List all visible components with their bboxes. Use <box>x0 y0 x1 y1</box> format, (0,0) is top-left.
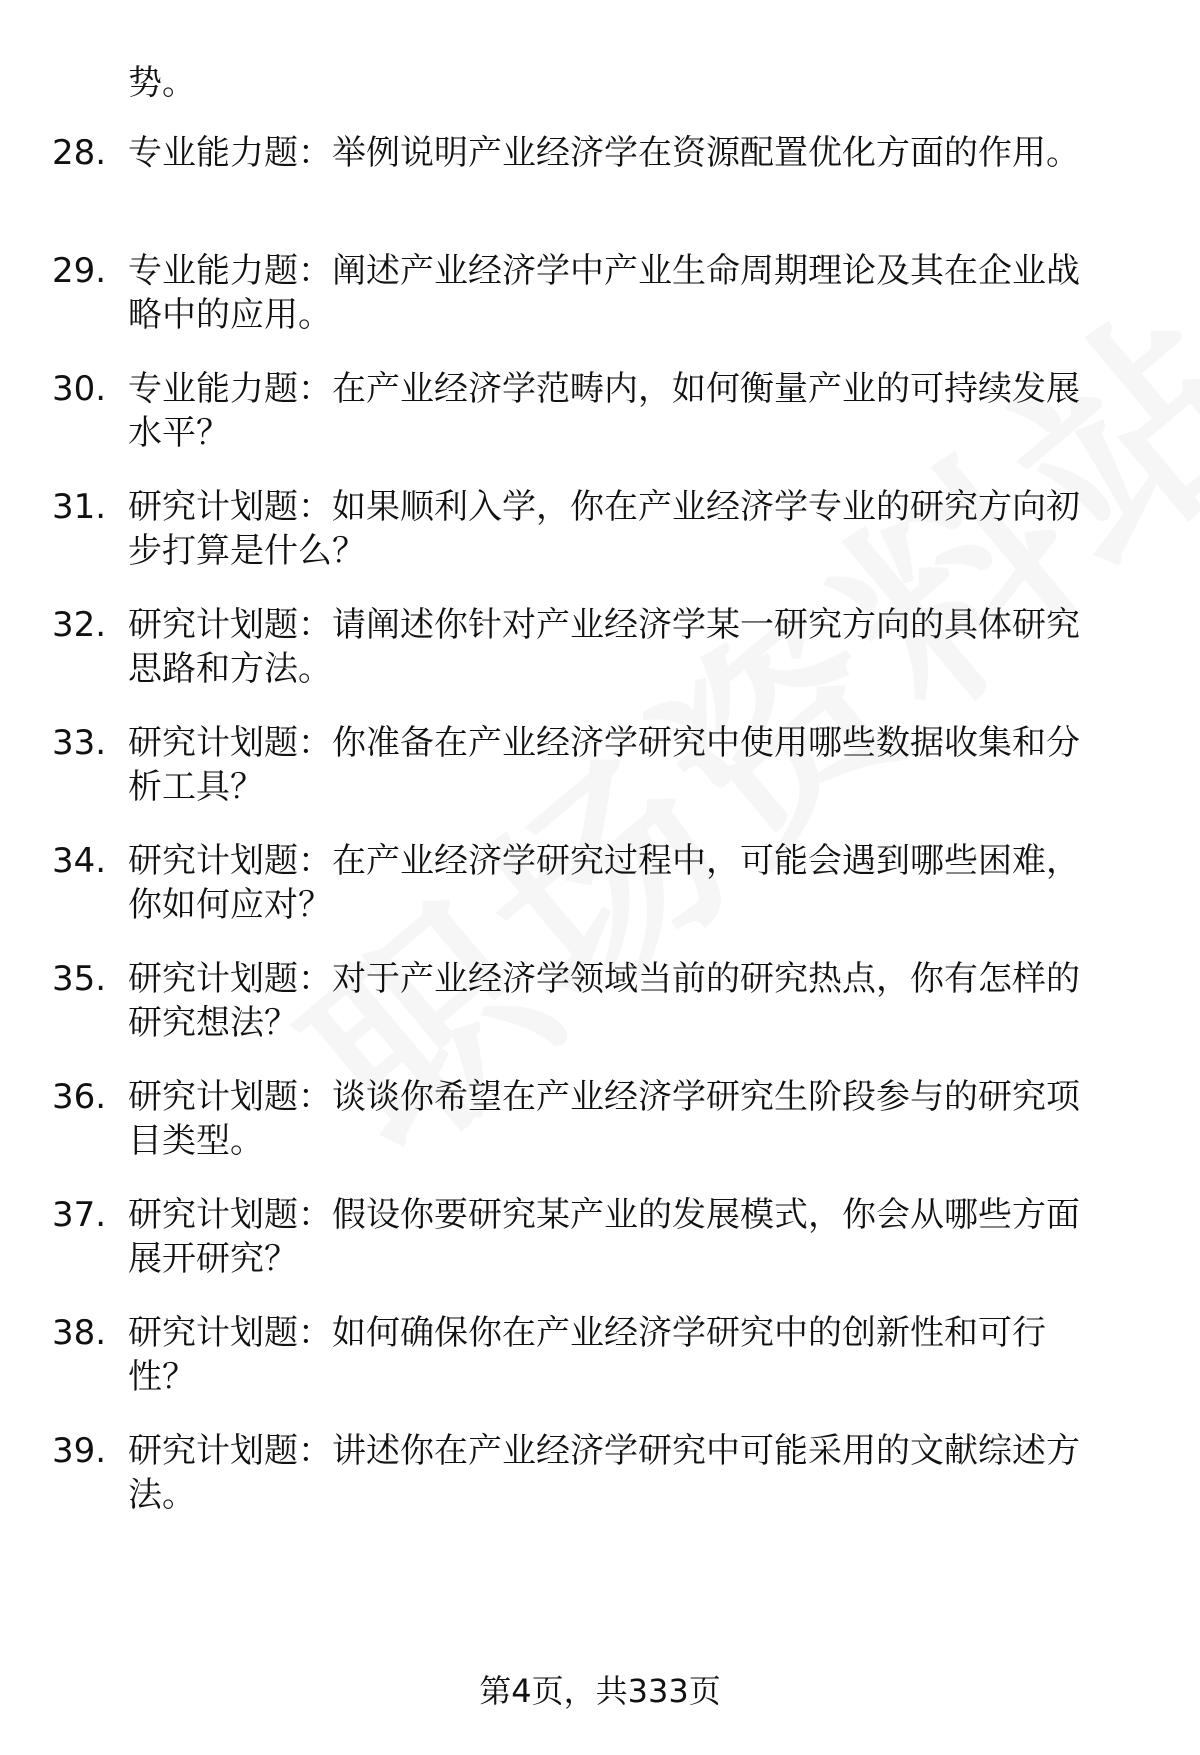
item-number: 31. <box>52 487 107 527</box>
item-text-line: 研究计划题：如何确保你在产业经济学研究中的创新性和可行 <box>128 1313 1046 1353</box>
item-text-line: 专业能力题：举例说明产业经济学在资源配置优化方面的作用。 <box>128 133 1080 173</box>
item-number: 37. <box>52 1195 107 1235</box>
item-number: 32. <box>52 605 107 645</box>
item-text-line: 研究计划题：在产业经济学研究过程中，可能会遇到哪些困难， <box>128 841 1080 881</box>
item-text-line: 展开研究？ <box>128 1239 298 1279</box>
item-text-line: 步打算是什么？ <box>128 531 366 571</box>
item-number: 34. <box>52 841 107 881</box>
item-number: 36. <box>52 1077 107 1117</box>
page-footer: 第4页，共333页 <box>479 1672 721 1710</box>
item-text-line: 专业能力题：在产业经济学范畴内，如何衡量产业的可持续发展 <box>128 369 1080 409</box>
item-text-line: 研究计划题：你准备在产业经济学研究中使用哪些数据收集和分 <box>128 723 1080 763</box>
item-text-line: 析工具？ <box>128 767 264 807</box>
item-text-line: 略中的应用。 <box>128 295 332 335</box>
item-number: 39. <box>52 1431 107 1471</box>
item-text-line: 水平？ <box>128 413 230 453</box>
item-text-line: 研究计划题：对于产业经济学领域当前的研究热点，你有怎样的 <box>128 959 1080 999</box>
item-number: 38. <box>52 1313 107 1353</box>
item-text-line: 性？ <box>128 1357 196 1397</box>
item-number: 33. <box>52 723 107 763</box>
item-text-line: 研究计划题：假设你要研究某产业的发展模式，你会从哪些方面 <box>128 1195 1080 1235</box>
item-number: 29. <box>52 251 107 291</box>
item-text-line: 研究计划题：请阐述你针对产业经济学某一研究方向的具体研究 <box>128 605 1080 645</box>
item-number: 28. <box>52 133 107 173</box>
item-text-line: 法。 <box>128 1475 196 1515</box>
item-text-line: 研究计划题：讲述你在产业经济学研究中可能采用的文献综述方 <box>128 1431 1080 1471</box>
item-text-line: 思路和方法。 <box>128 649 332 689</box>
item-number: 30. <box>52 369 107 409</box>
item-text-line: 研究计划题：谈谈你希望在产业经济学研究生阶段参与的研究项 <box>128 1077 1080 1117</box>
continuation-text: 势。 <box>128 63 196 103</box>
item-text-line: 你如何应对？ <box>128 885 332 925</box>
item-text-line: 研究想法？ <box>128 1003 298 1043</box>
item-text-line: 研究计划题：如果顺利入学，你在产业经济学专业的研究方向初 <box>128 487 1080 527</box>
item-text-line: 目类型。 <box>128 1121 264 1161</box>
item-number: 35. <box>52 959 107 999</box>
item-text-line: 专业能力题：阐述产业经济学中产业生命周期理论及其在企业战 <box>128 251 1080 291</box>
